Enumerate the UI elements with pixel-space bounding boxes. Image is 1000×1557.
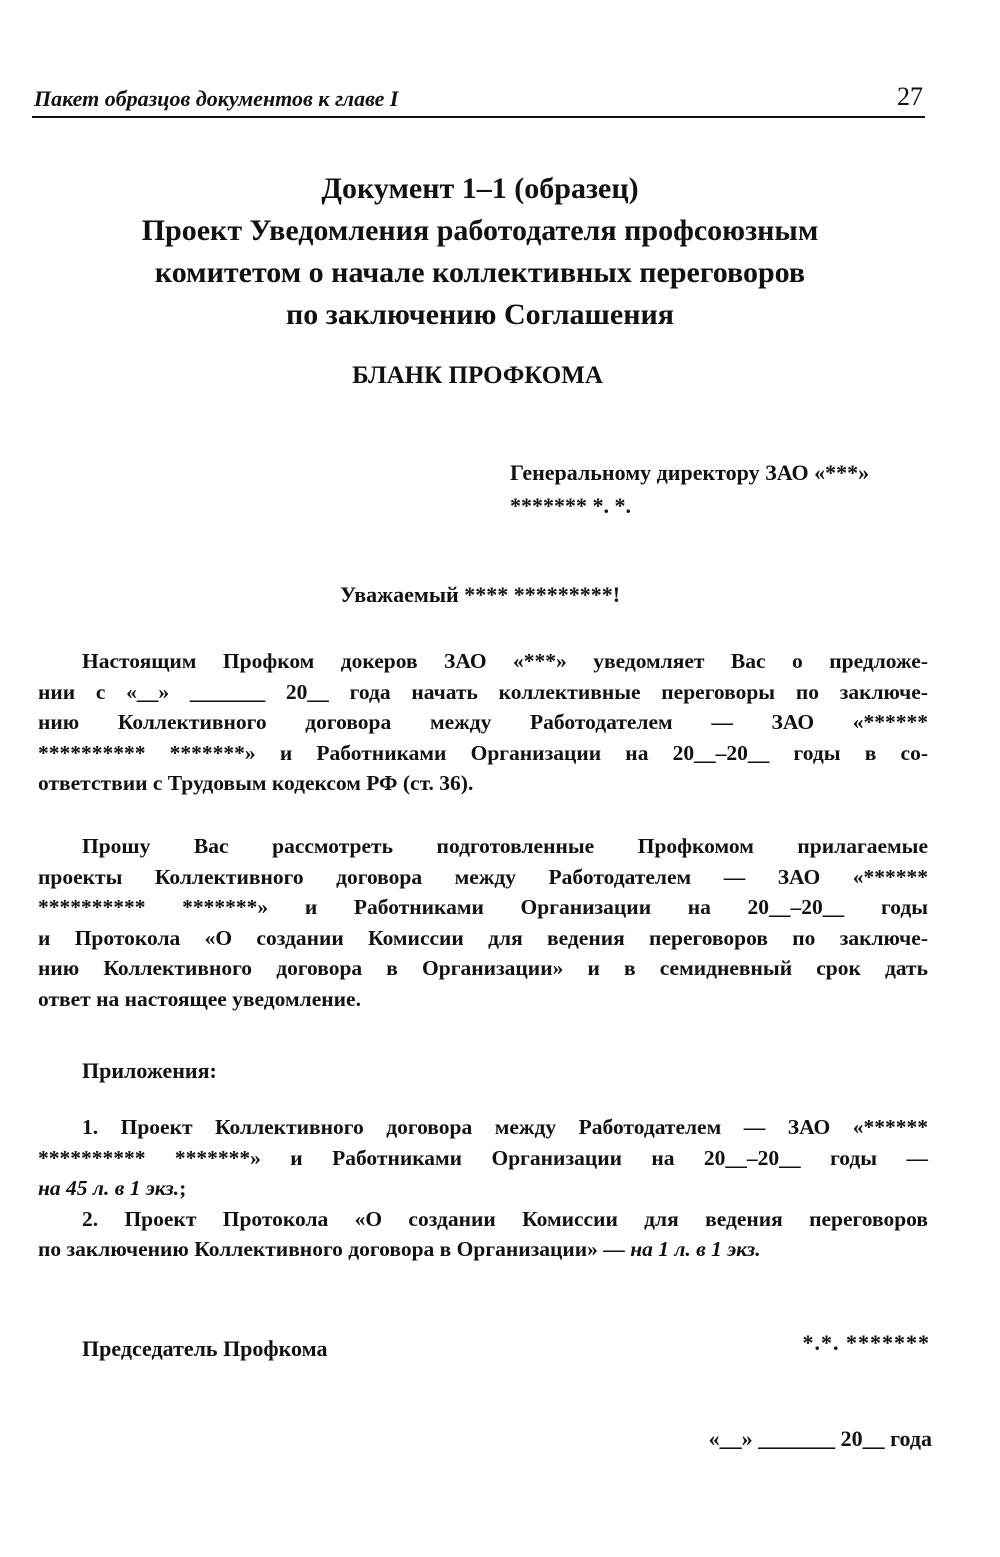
signature-name: *.*. ******* [802,1330,930,1355]
paragraph-line: нии с «__» _______ 20__ года начать коллективные переговоры по заключе- [38,679,928,704]
addressee-name: ******* *. *. [510,493,631,518]
signature-label: Председатель Профкома [82,1336,328,1361]
paragraph-line: ********** *******» и Работниками Организации на 20__–20__ годы [38,895,928,919]
paragraph-line: Настоящим Профком докеров ЗАО «***» уведомляет Вас о предложе- [82,649,928,673]
attachments-title: Приложения: [82,1058,217,1083]
running-title: Пакет образцов документов к главе I [34,86,399,111]
paragraph-line: ответ на настоящее уведомление. [38,986,361,1011]
page-number: 27 [897,82,923,111]
paragraph-line: проекты Коллективного договора между Работодателем — ЗАО «****** [38,864,928,889]
paragraph-line: нию Коллективного договора в Организации» и в семидневный срок дать [38,956,928,980]
paragraph-line: нию Коллективного договора между Работодателем — ЗАО «****** [38,710,928,734]
attachment-item-1-line: 1. Проект Коллективного договора между Работодателем — ЗАО «****** [82,1115,928,1139]
addressee-position: Генеральному директору ЗАО «***» [510,460,870,485]
paragraph-request [38,831,928,1014]
paragraph-line: и Протокола «О создании Комиссии для ведения переговоров по заключе- [38,925,928,950]
attachment-item-2-line [38,1234,928,1265]
attachment-item-1-line [38,1173,928,1204]
attachment-item-2-pages: на 1 л. в 1 экз. [630,1237,761,1261]
paragraph-line: Прошу Вас рассмотреть подготовленные Профкомом прилагаемые [82,834,928,858]
paragraph-line: ********** *******» и Работниками Организации на 20__–20__ годы в со- [38,740,928,765]
attachment-item-2-line: 2. Проект Протокола «О создании Комиссии для ведения переговоров [82,1206,928,1231]
paragraph-notification [38,646,928,799]
heading-line-4: по заключению Соглашения [285,298,674,331]
running-header [32,82,925,118]
heading-line-1: Документ 1–1 (образец) [321,172,639,205]
salutation: Уважаемый **** *********! [339,582,621,607]
attachments-list [38,1112,928,1265]
attachment-item-2-text: по заключению Коллективного договора в Организации» — [38,1237,631,1261]
document-heading [0,168,960,336]
heading-line-3: комитетом о начале коллективных переговоров [154,256,806,289]
paragraph-line: ответствии с Трудовым кодексом РФ (ст. 36). [38,771,474,795]
letterhead-label: БЛАНК ПРОФКОМА [352,362,603,389]
attachment-item-1-pages: на 45 л. в 1 экз. [38,1176,180,1200]
attachment-item-1-separator: ; [179,1176,187,1200]
heading-line-2: Проект Уведомления работодателя профсоюзным [141,214,819,247]
date-line: «__» _______ 20__ года [708,1426,932,1451]
attachment-item-1-line: ********** *******» и Работниками Организации на 20__–20__ годы — [38,1145,928,1170]
addressee-block [510,456,869,522]
